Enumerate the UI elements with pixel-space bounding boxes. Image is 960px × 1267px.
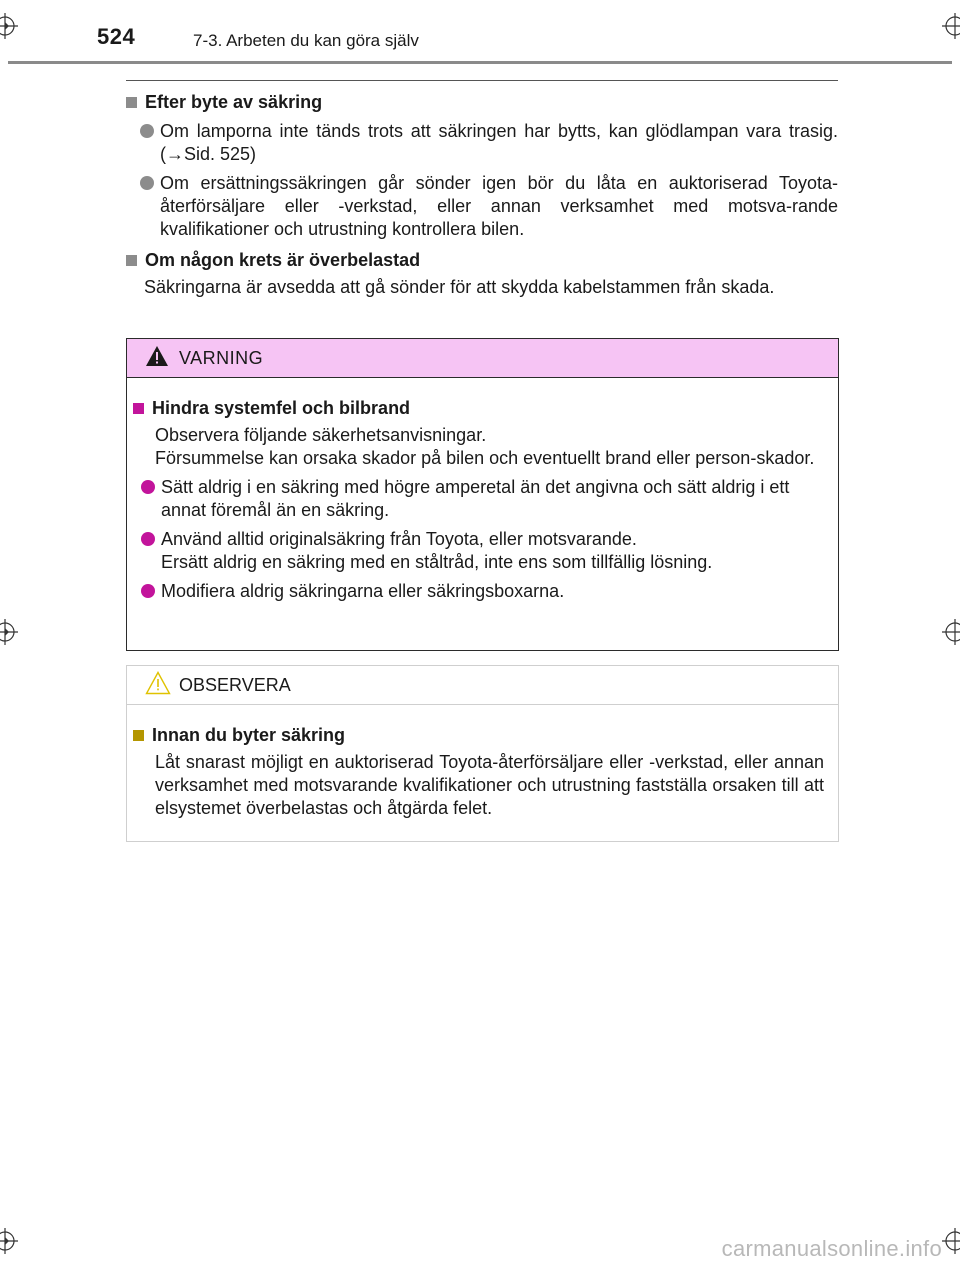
round-bullet-icon bbox=[141, 480, 155, 494]
registration-mark-icon bbox=[942, 13, 960, 39]
registration-mark-icon bbox=[942, 1228, 960, 1254]
notice-box bbox=[126, 665, 839, 842]
registration-mark-icon bbox=[0, 1228, 18, 1254]
list-item: Sätt aldrig i en säkring med högre amperetal än det angivna och sätt aldrig i ett annat föremål än en säkring. bbox=[141, 476, 828, 522]
warning-label: VARNING bbox=[179, 347, 264, 368]
list-item: Använd alltid originalsäkring från Toyota, eller motsvarande. Ersätt aldrig en säkring med en ståltråd, inte ens som tillfällig lösning. bbox=[141, 528, 828, 574]
square-bullet-icon bbox=[133, 730, 144, 741]
list-item: Modifiera aldrig säkringarna eller säkringsboxarna. bbox=[141, 580, 828, 603]
warning-heading: Hindra systemfel och bilbrand bbox=[133, 397, 828, 420]
registration-mark-icon bbox=[942, 619, 960, 645]
section-title: 7-3. Arbeten du kan göra själv bbox=[193, 31, 419, 50]
content-divider bbox=[126, 80, 838, 81]
notice-label: OBSERVERA bbox=[179, 674, 291, 695]
list-item: Om lamporna inte tänds trots att säkringen har bytts, kan glödlampan vara trasig. (→Sid. 525) bbox=[140, 120, 838, 166]
round-bullet-icon bbox=[141, 532, 155, 546]
notice-heading: Innan du byter säkring bbox=[133, 724, 828, 747]
warning-intro: Försummelse kan orsaka skador på bilen och eventuellt brand eller person-skador. bbox=[155, 448, 815, 468]
round-bullet-icon bbox=[141, 584, 155, 598]
section-heading: Efter byte av säkring bbox=[126, 91, 838, 114]
caution-triangle-icon bbox=[145, 671, 171, 700]
warning-header bbox=[127, 339, 838, 378]
section-heading: Om någon krets är överbelastad bbox=[126, 249, 838, 272]
warning-box bbox=[126, 338, 839, 651]
round-bullet-icon bbox=[140, 124, 154, 138]
page-number: 524 bbox=[97, 24, 136, 49]
warning-triangle-icon bbox=[145, 345, 169, 372]
notice-header bbox=[127, 666, 838, 705]
notice-text: Låt snarast möjligt en auktoriserad Toyota-återförsäljare eller -verkstad, eller annan verksamhet med motsvarande kvalifikationer och utrustning fastställa orsaken till att elsystemet överbelastas och åtgärda felet. bbox=[155, 752, 824, 818]
main-content bbox=[126, 90, 838, 299]
round-bullet-icon bbox=[140, 176, 154, 190]
list-item: Om ersättningssäkringen går sönder igen bör du låta en auktoriserad Toyota-återförsäljare eller -verkstad, eller annan verksamhet med motsva-rande kvalifikationer och utrustning kontrollera bilen. bbox=[140, 172, 838, 241]
header-divider bbox=[8, 61, 952, 64]
square-bullet-icon bbox=[133, 403, 144, 414]
notice-body bbox=[127, 705, 838, 820]
registration-mark-icon bbox=[0, 13, 18, 39]
section-text: Säkringarna är avsedda att gå sönder för att skydda kabelstammen från skada. bbox=[144, 277, 775, 297]
square-bullet-icon bbox=[126, 97, 137, 108]
warning-intro: Observera följande säkerhetsanvisningar. bbox=[155, 425, 487, 445]
registration-mark-icon bbox=[0, 619, 18, 645]
watermark: carmanualsonline.info bbox=[721, 1236, 942, 1261]
square-bullet-icon bbox=[126, 255, 137, 266]
warning-body bbox=[127, 378, 838, 603]
